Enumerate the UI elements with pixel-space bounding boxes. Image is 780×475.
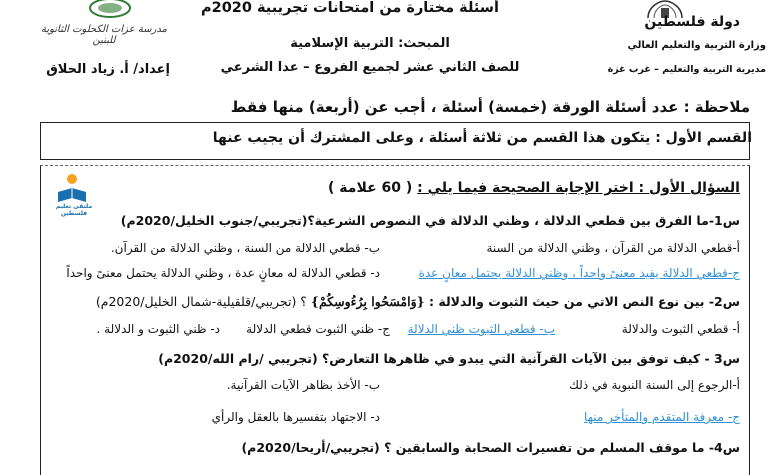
ministry-name: وزارة التربية والتعليم العالي [627, 40, 766, 51]
q2-stem-source: ؟ (تجريبي/قلقيلية-شمال الخليل/2020م) [95, 294, 311, 309]
q1-stem: س1-ما الفرق بين قطعي الدلالة ، وظني الدلالة في النصوص الشرعية؟(تجريبي/جنوب الخليل/2020م) [120, 213, 740, 228]
school-logo-icon [88, 0, 132, 22]
q1-option-d: د- قطعي الدلالة له معانٍ عدة ، وظني الدلالة يحتمل معنىً واحداً [66, 266, 380, 280]
q2-verse: {وَامْسَحُوا بِرُءُوسِكُمْ} [310, 294, 425, 309]
question-one-marks: ( 60 علامة ) [328, 180, 413, 196]
school-name: مدرسة عزات الكحلوت الثانوية للبنين [40, 24, 168, 46]
q2-option-d: د- ظني الثبوت و الدلالة . [96, 322, 220, 336]
exam-note: ملاحظة : عدد أسئلة الورقة (خمسة) أسئلة ، أجب عن (أربعة) منها فقط [230, 98, 750, 116]
q3-option-c-correct: ج- معرفة المتقدم والمتأخر منها [584, 410, 740, 424]
questions-frame [40, 165, 750, 475]
q2-option-b-correct: ب- قطعي الثبوت ظني الدلالة [407, 322, 555, 336]
directorate-name: مديرية التربية والتعليم – غرب غزة [607, 64, 766, 75]
q2-option-a: أ- قطعي الثبوت والدلالة [621, 322, 740, 336]
question-one-title: السؤال الأول : اختر الإجابة الصحيحة فيما يلي : [417, 180, 740, 196]
question-one-heading [328, 180, 740, 196]
q3-stem: س3 - كيف توفق بين الآيات القرآنية التي يبدو في ظاهرها التعارض؟ (تجريبي /رام الله/2020م) [158, 351, 740, 366]
q1-option-a: أ-قطعي الدلالة من القرآن ، وظني الدلالة من السنة [486, 241, 740, 255]
q4-stem: س4- ما موقف المسلم من تفسيرات الصحابة والسابقين ؟ (تجريبي/أريحا/2020م) [241, 440, 740, 455]
state-name: دولة فلسطين [644, 14, 740, 30]
exam-title: أسئلة مختارة من امتحانات تجريبية 2020م [200, 0, 500, 16]
q3-option-d: د- الاجتهاد بتفسيرها بالعقل والرأي [211, 410, 380, 424]
q2-option-c: ج- ظني الثبوت قطعي الدلالة [246, 322, 390, 336]
q3-option-a: أ-الرجوع إلى السنة النبوية في ذلك [569, 378, 740, 392]
subject-title: المبحث: التربية الإسلامية [290, 36, 450, 51]
q1-option-c-correct: ج-قطعي الدلالة يفيد معنىً واحداً ، وظني الدلالة يحتمل معانٍ عدة [418, 266, 740, 280]
grade-title: للصف الثاني عشر لجميع الفروع – عدا الشرعي [220, 60, 520, 75]
q2-stem [96, 294, 740, 309]
site-name: ملتقى تعليم فلسطين [55, 203, 93, 217]
preparer-name: إعداد/ أ. زياد الحلاق [46, 62, 170, 77]
q2-stem-intro: س2- بين نوع النص الاتي من حيث الثبوت والدلالة : [424, 294, 740, 309]
section-instruction: القسم الأول : يتكون هذا القسم من ثلاثة أسئلة ، وعلى المشترك أن يجيب عنها [212, 130, 752, 146]
q3-option-b: ب- الأخذ بظاهر الآيات القرآنية. [226, 378, 380, 392]
q1-option-b: ب- قطعي الدلالة من السنة ، وظني الدلالة من القرآن. [110, 241, 380, 255]
